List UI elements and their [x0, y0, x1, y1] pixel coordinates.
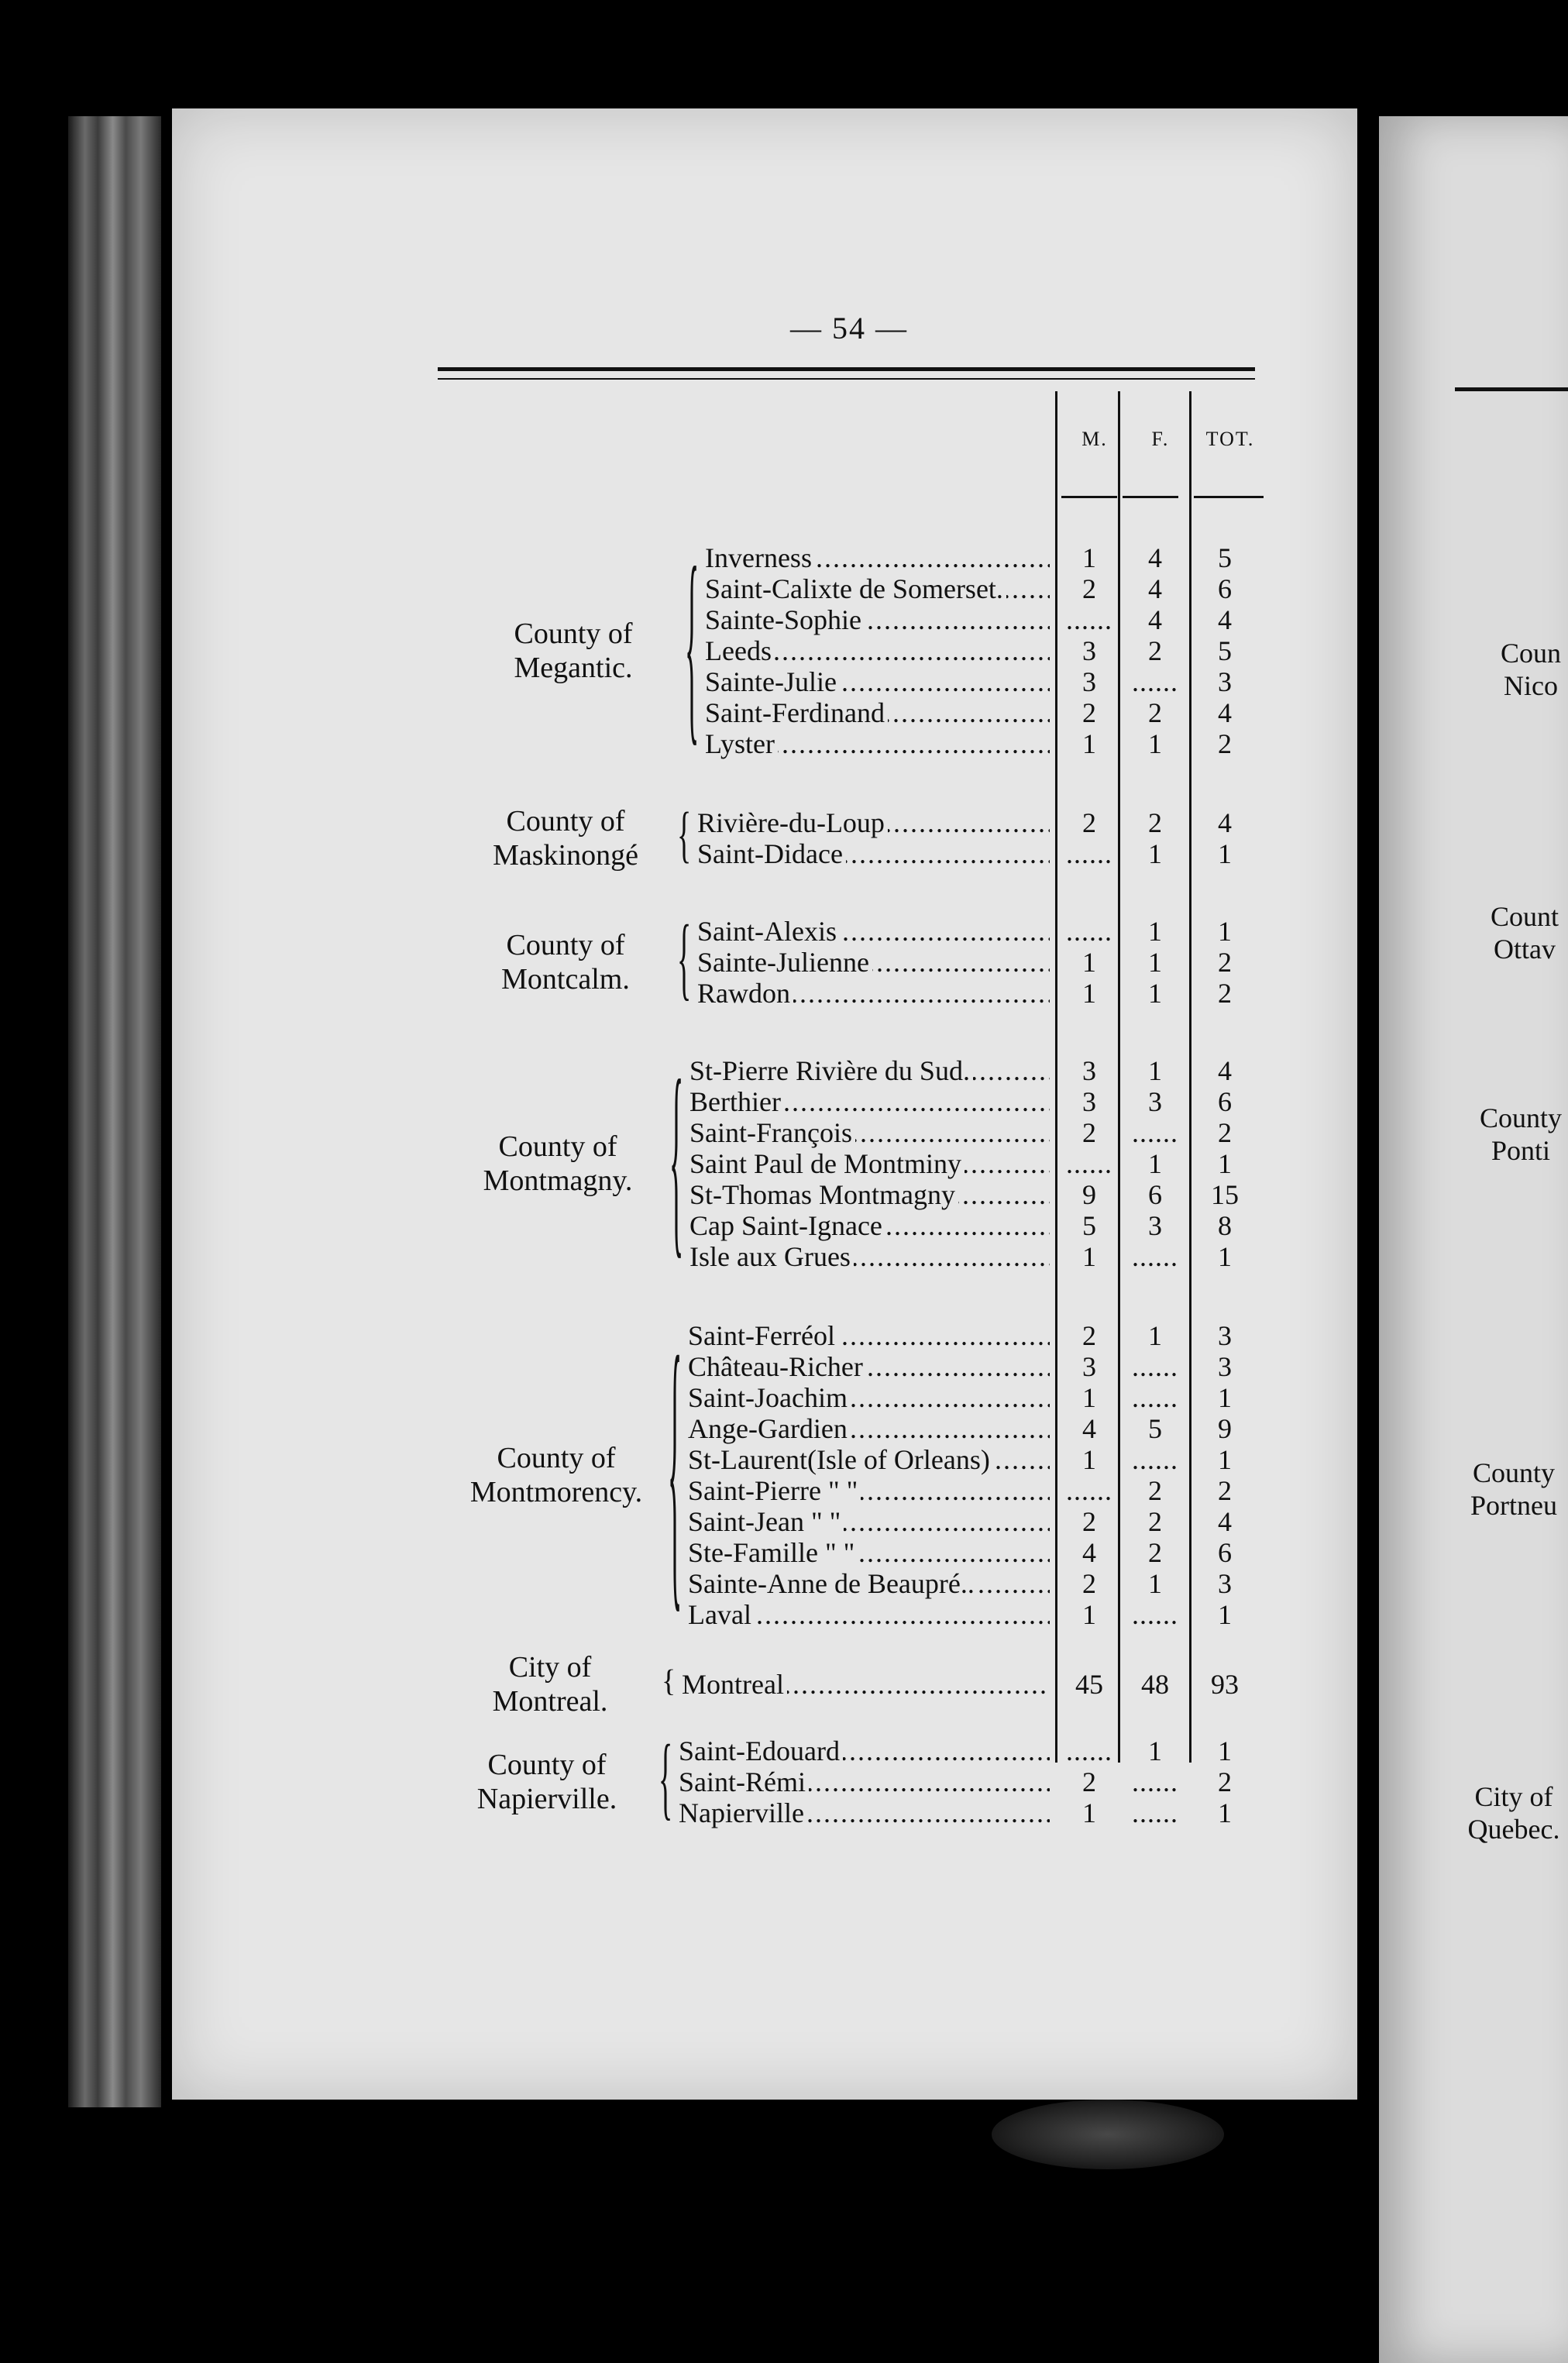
count-tot: 1	[1218, 1148, 1232, 1179]
group-brace: {	[685, 528, 700, 768]
count-f: 1	[1148, 1735, 1162, 1766]
count-m: 1	[1082, 1382, 1096, 1413]
count-tot: 4	[1218, 1055, 1232, 1086]
column-header-rule	[1061, 496, 1117, 498]
count-f: 5	[1148, 1413, 1162, 1444]
column-divider	[1055, 391, 1057, 1763]
top-rule-thick	[438, 367, 1255, 371]
county-label-line: Montmorency.	[469, 1476, 643, 1508]
book-spine	[68, 116, 161, 2107]
place-name	[682, 1669, 1050, 1700]
facing-page-county-label	[1494, 637, 1568, 702]
count-f: 6	[1148, 1179, 1162, 1210]
count-tot: 6	[1218, 1537, 1232, 1568]
count-tot: 4	[1218, 1506, 1232, 1537]
count-tot: 9	[1218, 1413, 1232, 1444]
place-name	[679, 1735, 1050, 1766]
group-brace: {	[662, 1663, 676, 1699]
count-m: 3	[1082, 1055, 1096, 1086]
facing-page-label-line: County	[1479, 1102, 1562, 1133]
place-label: Cap Saint-Ignace	[689, 1210, 885, 1241]
place-name	[705, 604, 1050, 635]
place-name	[688, 1537, 1050, 1568]
county-label-line: County of	[497, 1442, 616, 1474]
place-name	[688, 1382, 1050, 1413]
count-m: 3	[1082, 635, 1096, 666]
county-label-line: County of	[506, 805, 625, 838]
blank-cell: ......	[1066, 838, 1112, 869]
count-m: 2	[1082, 697, 1096, 728]
county-label-line: Napierville.	[476, 1783, 617, 1815]
county-label	[446, 1748, 648, 1816]
count-m: 3	[1082, 666, 1096, 697]
blank-cell: ......	[1066, 1735, 1112, 1766]
count-m: 9	[1082, 1179, 1096, 1210]
place-label: St-Laurent(Isle of Orleans)	[688, 1444, 993, 1475]
count-tot: 1	[1218, 1735, 1232, 1766]
place-label: Lyster	[705, 728, 778, 759]
blank-cell: ......	[1132, 666, 1178, 697]
count-tot: 3	[1218, 1568, 1232, 1599]
place-name	[689, 1241, 1050, 1272]
count-m: 45	[1075, 1669, 1103, 1700]
place-name	[689, 1179, 1050, 1210]
place-name	[688, 1444, 1050, 1475]
facing-page-label-line: Quebec.	[1467, 1814, 1560, 1845]
county-label	[457, 1130, 658, 1198]
place-name	[705, 542, 1050, 573]
facing-page-label-line: Ponti	[1491, 1135, 1551, 1166]
count-f: 2	[1148, 1475, 1162, 1506]
count-m: 2	[1082, 1506, 1096, 1537]
facing-page-label-line: Ottav	[1494, 934, 1556, 965]
count-m: 5	[1082, 1210, 1096, 1241]
place-name	[688, 1320, 1050, 1351]
group-brace: {	[658, 1727, 673, 1831]
facing-page-label-line: Coun	[1500, 638, 1561, 669]
place-label: Ste-Famille " "	[688, 1537, 858, 1568]
place-label: Montreal	[682, 1669, 787, 1700]
place-label: Sainte-Anne de Beaupré..	[688, 1568, 978, 1599]
place-name	[697, 978, 1050, 1009]
county-label-line: Maskinongé	[493, 839, 638, 872]
count-m: 1	[1082, 947, 1096, 978]
count-m: 1	[1082, 1444, 1096, 1475]
place-name	[689, 1117, 1050, 1148]
place-label: Saint-Pierre " "	[688, 1475, 861, 1506]
count-f: 1	[1148, 1568, 1162, 1599]
blank-cell: ......	[1132, 1797, 1178, 1828]
facing-page-county-label	[1481, 900, 1568, 965]
count-tot: 3	[1218, 1351, 1232, 1382]
place-name	[679, 1797, 1050, 1828]
count-f: 1	[1148, 947, 1162, 978]
count-f: 2	[1148, 1537, 1162, 1568]
library-stamp	[992, 2100, 1224, 2169]
count-f: 2	[1148, 1506, 1162, 1537]
count-tot: 5	[1218, 635, 1232, 666]
count-tot: 1	[1218, 1382, 1232, 1413]
count-f: 3	[1148, 1086, 1162, 1117]
place-name	[705, 635, 1050, 666]
county-label	[456, 1441, 657, 1509]
county-label	[465, 804, 666, 872]
blank-cell: ......	[1066, 1475, 1112, 1506]
blank-cell: ......	[1132, 1444, 1178, 1475]
facing-page-county-label	[1473, 1102, 1568, 1167]
count-f: 3	[1148, 1210, 1162, 1241]
facing-page-label-line: Nico	[1504, 670, 1558, 701]
place-label: Ange-Gardien	[688, 1413, 851, 1444]
count-tot: 6	[1218, 573, 1232, 604]
county-label-line: County of	[498, 1130, 617, 1163]
count-tot: 3	[1218, 1320, 1232, 1351]
facing-page-label-line: Count	[1490, 901, 1559, 932]
count-f: 4	[1148, 604, 1162, 635]
count-f: 1	[1148, 978, 1162, 1009]
place-label: Rivière-du-Loup	[697, 807, 888, 838]
county-label	[449, 1650, 651, 1718]
count-m: 2	[1082, 807, 1096, 838]
column-header: TOT.	[1205, 428, 1255, 450]
county-label-line: Montcalm.	[501, 963, 630, 996]
place-name	[697, 947, 1050, 978]
count-tot: 15	[1211, 1179, 1239, 1210]
place-label: Sainte-Julie	[705, 666, 840, 697]
facing-page-label-line: Portneu	[1470, 1490, 1557, 1521]
count-f: 2	[1148, 635, 1162, 666]
place-name	[688, 1599, 1050, 1630]
count-f: 1	[1148, 1055, 1162, 1086]
count-tot: 1	[1218, 916, 1232, 947]
place-name	[688, 1351, 1050, 1382]
count-m: 2	[1082, 573, 1096, 604]
top-rule-thin	[438, 378, 1255, 380]
count-m: 1	[1082, 728, 1096, 759]
count-m: 3	[1082, 1351, 1096, 1382]
place-label: Saint-Calixte de Somerset.	[705, 573, 1006, 604]
count-f: 1	[1148, 1320, 1162, 1351]
county-label-line: County of	[514, 617, 633, 650]
county-label	[465, 928, 666, 996]
count-tot: 2	[1218, 728, 1232, 759]
place-label: Isle aux Grues	[689, 1241, 854, 1272]
blank-cell: ......	[1132, 1599, 1178, 1630]
page-number: — 54 —	[790, 311, 908, 346]
facing-page-county-label	[1460, 1780, 1568, 1845]
county-label	[473, 617, 674, 685]
facing-page-county-label	[1460, 1457, 1568, 1522]
count-f: 1	[1148, 728, 1162, 759]
county-label-line: Montreal.	[492, 1685, 608, 1718]
blank-cell: ......	[1132, 1241, 1178, 1272]
count-tot: 8	[1218, 1210, 1232, 1241]
county-label-line: County of	[487, 1749, 607, 1781]
county-label-line: Montmagny.	[483, 1164, 633, 1197]
column-header-rule	[1123, 496, 1178, 498]
count-tot: 2	[1218, 947, 1232, 978]
count-tot: 2	[1218, 1475, 1232, 1506]
count-f: 4	[1148, 542, 1162, 573]
count-tot: 93	[1211, 1669, 1239, 1700]
place-label: Laval	[688, 1599, 755, 1630]
group-brace: {	[677, 800, 692, 870]
count-m: 3	[1082, 1086, 1096, 1117]
place-name	[697, 838, 1050, 869]
count-tot: 3	[1218, 666, 1232, 697]
place-name	[688, 1475, 1050, 1506]
column-header: F.	[1151, 428, 1170, 450]
count-m: 4	[1082, 1413, 1096, 1444]
count-m: 1	[1082, 1599, 1096, 1630]
place-label: Sainte-Julienne	[697, 947, 872, 978]
place-label: Saint-Ferréol	[688, 1320, 838, 1351]
place-name	[688, 1506, 1050, 1537]
count-tot: 1	[1218, 838, 1232, 869]
place-name	[689, 1148, 1050, 1179]
count-f: 1	[1148, 916, 1162, 947]
column-divider	[1189, 391, 1191, 1763]
count-tot: 2	[1218, 978, 1232, 1009]
blank-cell: ......	[1132, 1351, 1178, 1382]
column-header-rule	[1194, 496, 1264, 498]
place-name	[705, 573, 1050, 604]
count-tot: 5	[1218, 542, 1232, 573]
place-name	[679, 1766, 1050, 1797]
count-tot: 1	[1218, 1241, 1232, 1272]
count-m: 1	[1082, 542, 1096, 573]
place-name	[689, 1210, 1050, 1241]
place-label: Inverness	[705, 542, 815, 573]
place-label: Saint-Rémi	[679, 1766, 809, 1797]
place-label: Berthier	[689, 1086, 784, 1117]
place-label: Saint-Alexis	[697, 916, 840, 947]
column-header: M.	[1081, 428, 1108, 450]
count-m: 2	[1082, 1766, 1096, 1797]
place-label: Saint-Jean " "	[688, 1506, 844, 1537]
count-tot: 1	[1218, 1599, 1232, 1630]
count-m: 2	[1082, 1568, 1096, 1599]
count-f: 2	[1148, 807, 1162, 838]
place-name	[705, 728, 1050, 759]
count-m: 2	[1082, 1117, 1096, 1148]
count-f: 1	[1148, 1148, 1162, 1179]
count-tot: 6	[1218, 1086, 1232, 1117]
place-name	[705, 666, 1050, 697]
place-label: Leeds	[705, 635, 775, 666]
count-f: 2	[1148, 697, 1162, 728]
count-m: 1	[1082, 1241, 1096, 1272]
county-label-line: City of	[508, 1651, 592, 1684]
count-m: 1	[1082, 978, 1096, 1009]
blank-cell: ......	[1066, 916, 1112, 947]
count-tot: 4	[1218, 697, 1232, 728]
facing-page-label-line: County	[1472, 1457, 1555, 1488]
place-name	[705, 697, 1050, 728]
count-m: 4	[1082, 1537, 1096, 1568]
place-label: Saint-François	[689, 1117, 855, 1148]
count-tot: 2	[1218, 1117, 1232, 1148]
count-f: 4	[1148, 573, 1162, 604]
place-label: Saint Paul de Montminy	[689, 1148, 965, 1179]
place-name	[697, 807, 1050, 838]
place-label: St-Thomas Montmagny	[689, 1179, 958, 1210]
count-tot: 1	[1218, 1797, 1232, 1828]
count-m: 1	[1082, 1797, 1096, 1828]
county-label-line: Megantic.	[514, 652, 633, 684]
place-name	[689, 1086, 1050, 1117]
blank-cell: ......	[1132, 1766, 1178, 1797]
count-tot: 1	[1218, 1444, 1232, 1475]
place-label: Saint-Ferdinand	[705, 697, 888, 728]
place-label: Saint-Edouard	[679, 1735, 843, 1766]
blank-cell: ......	[1132, 1382, 1178, 1413]
group-brace: {	[677, 907, 692, 1011]
count-f: 1	[1148, 838, 1162, 869]
count-tot: 4	[1218, 807, 1232, 838]
count-m: 2	[1082, 1320, 1096, 1351]
blank-cell: ......	[1132, 1117, 1178, 1148]
facing-page-top-rule	[1455, 387, 1568, 391]
place-label: Rawdon	[697, 978, 793, 1009]
place-name	[688, 1413, 1050, 1444]
place-name	[689, 1055, 1050, 1086]
group-brace: {	[668, 1300, 683, 1644]
place-label: Sainte-Sophie	[705, 604, 865, 635]
county-label-line: County of	[506, 929, 625, 961]
place-label: Saint-Joachim	[688, 1382, 851, 1413]
facing-page-label-line: City of	[1474, 1781, 1553, 1812]
place-label: Napierville	[679, 1797, 807, 1828]
place-label: St-Pierre Rivière du Sud.	[689, 1055, 973, 1086]
place-label: Saint-Didace	[697, 838, 846, 869]
count-f: 48	[1141, 1669, 1169, 1700]
right-page	[1379, 116, 1568, 2363]
count-tot: 2	[1218, 1766, 1232, 1797]
count-tot: 4	[1218, 604, 1232, 635]
place-name	[688, 1568, 1050, 1599]
blank-cell: ......	[1066, 604, 1112, 635]
place-name	[697, 916, 1050, 947]
blank-cell: ......	[1066, 1148, 1112, 1179]
group-brace: {	[669, 1040, 684, 1281]
place-label: Château-Richer	[688, 1351, 866, 1382]
